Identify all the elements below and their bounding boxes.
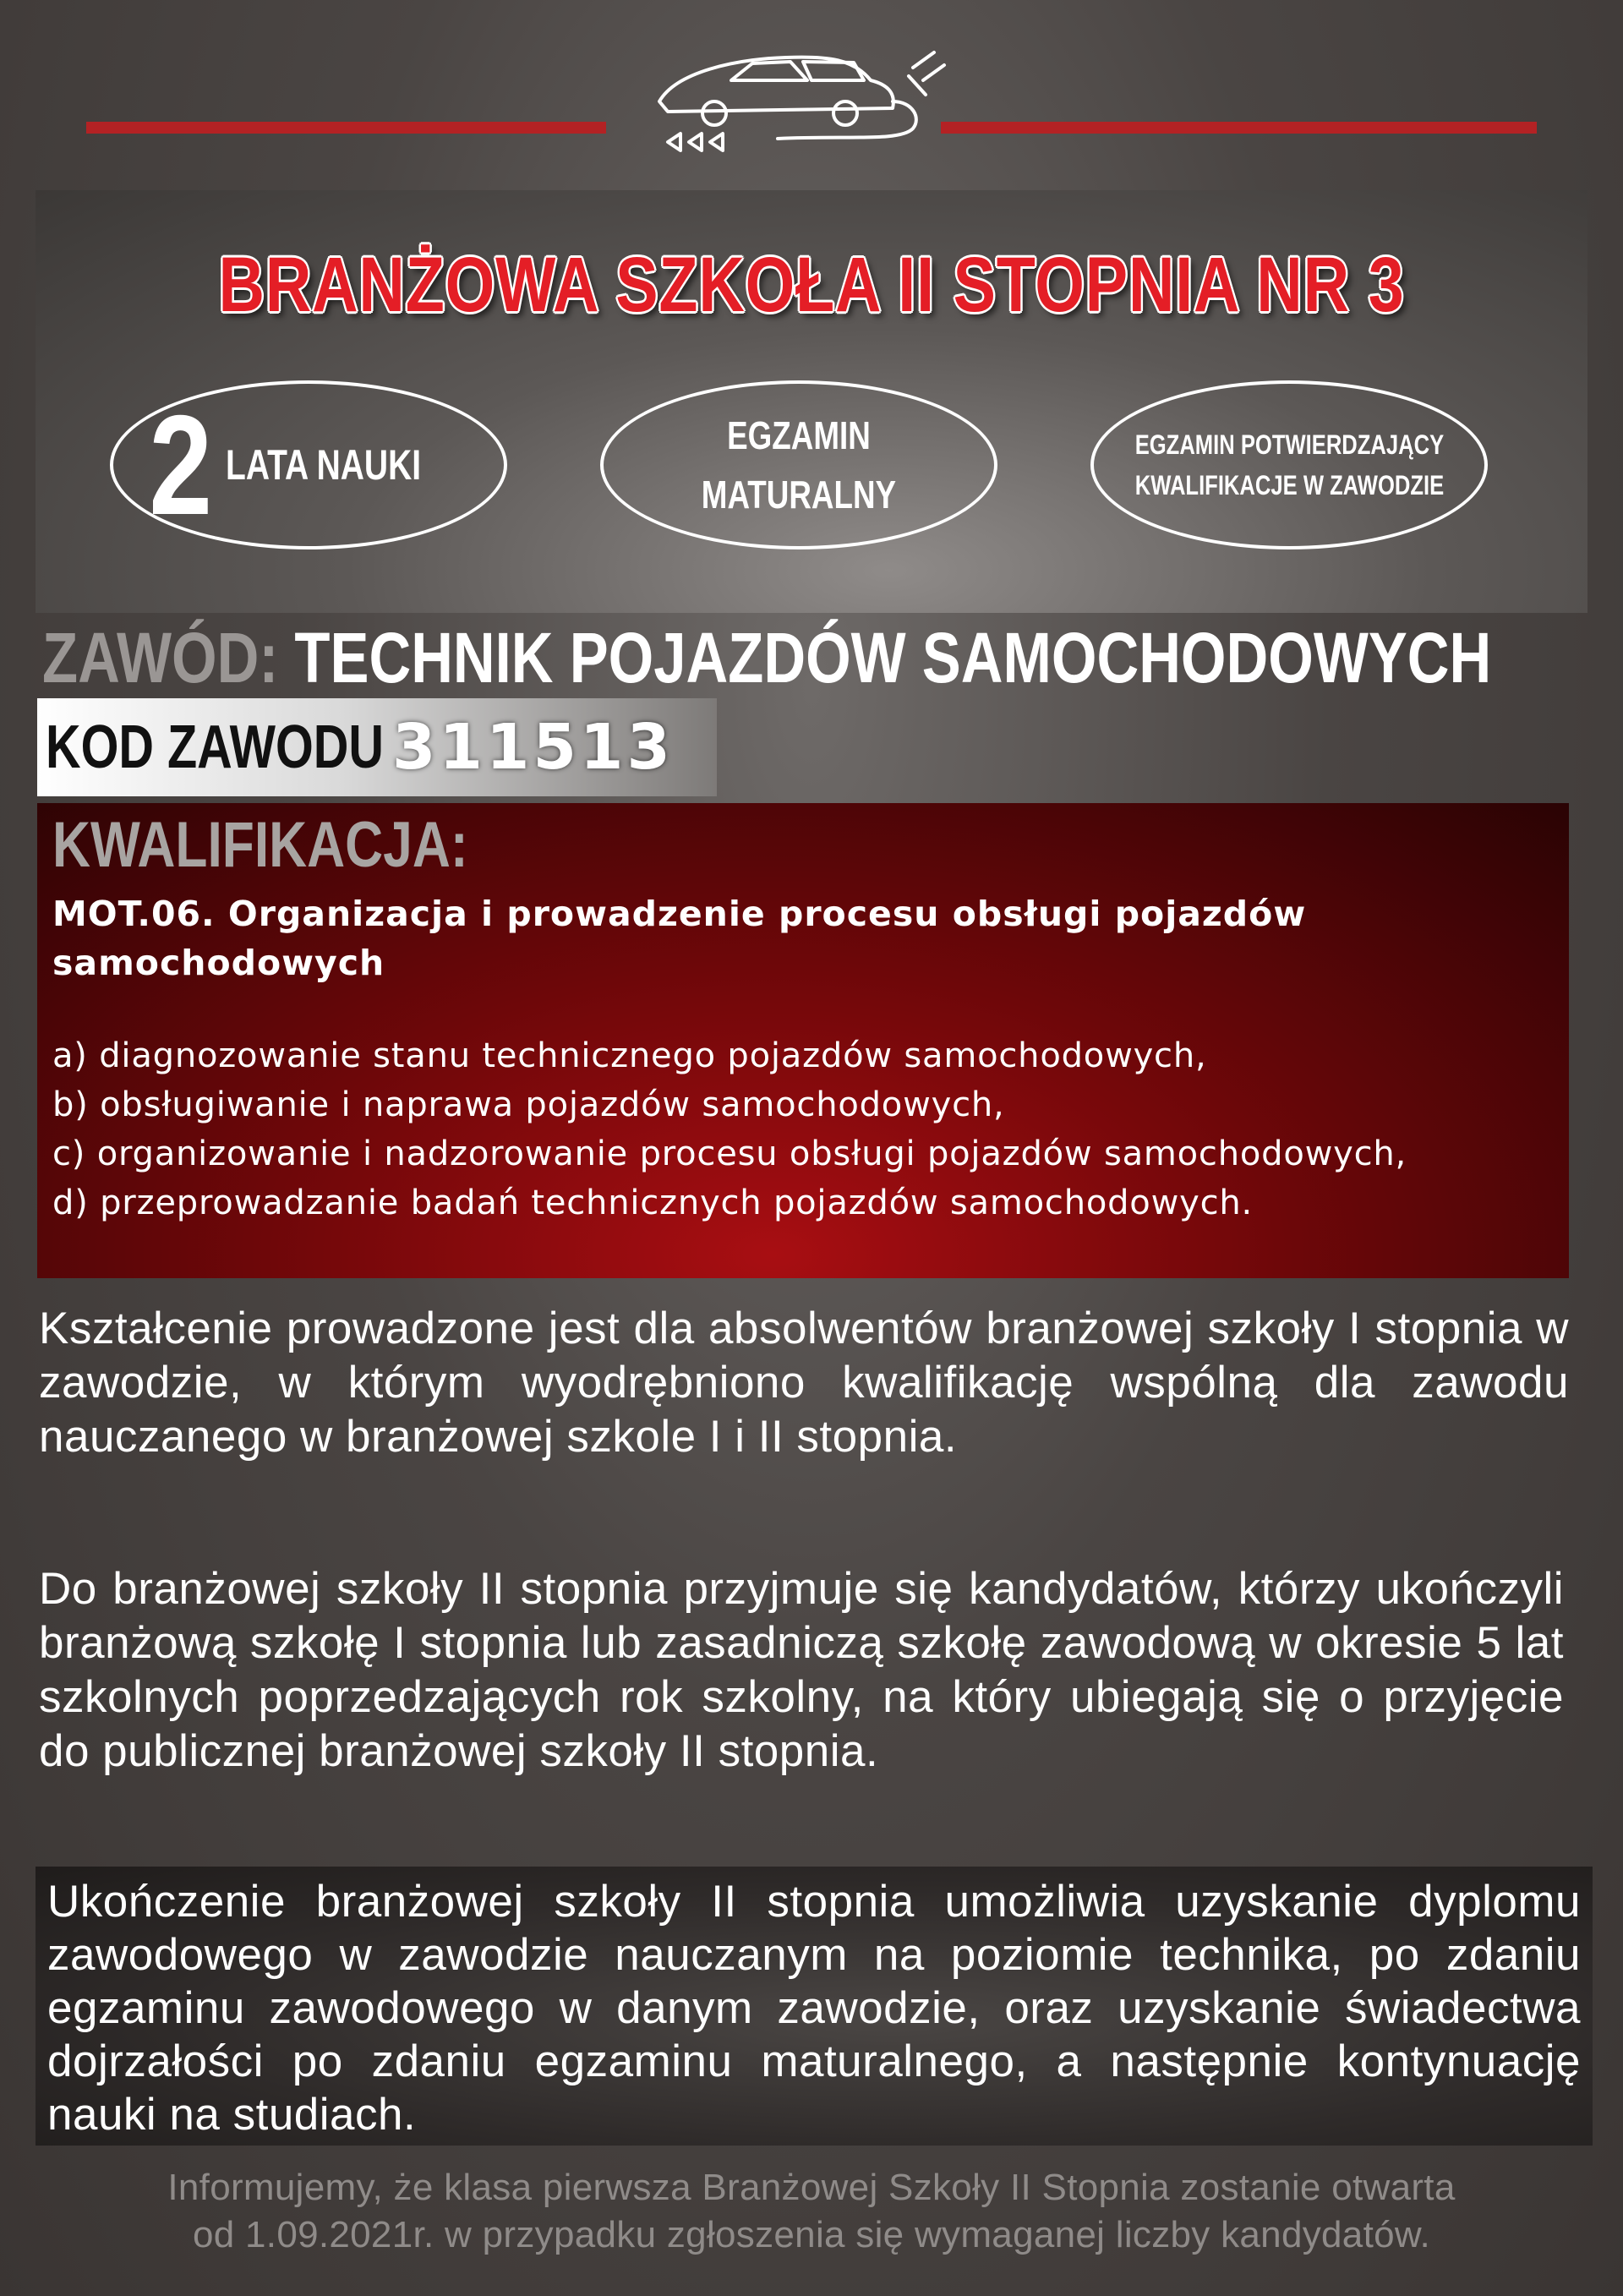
qualification-heading: MOT.06. Organizacja i prowadzenie procesu obsługi pojazdów samochodowych	[52, 894, 1307, 983]
list-item: c) organizowanie i nadzorowanie procesu obsługi pojazdów samochodowych,	[52, 1134, 1407, 1173]
paragraph-graduation: Ukończenie branżowej szkoły II stopnia umożliwia uzyskanie dyplomu zawodowego w zawodzie nauczanym na poziomie technika, po zdaniu egzaminu zawodowego w danym zawodzie, oraz uzyskanie świadectwa dojrzałości po zdaniu egzaminu maturalnego, a następnie kontynuację nauki na studiach.	[47, 1877, 1581, 2140]
header-panel	[36, 190, 1587, 613]
list-item: b) obsługiwanie i naprawa pojazdów samochodowych,	[52, 1085, 1005, 1124]
profession-label: ZAWÓD:	[42, 618, 279, 697]
qualification-list	[52, 1031, 1554, 1227]
qualification-title: KWALIFIKACJA:	[52, 809, 468, 881]
info-line-2: od 1.09.2021r. w przypadku zgłoszenia się wymaganej liczby kandydatów.	[192, 2214, 1431, 2255]
list-item: d) przeprowadzanie badań technicznych pojazdów samochodowych.	[52, 1184, 1254, 1222]
school-title: BRANŻOWA SZKOŁA II STOPNIA NR 3	[218, 242, 1405, 328]
oval-matura-exam	[600, 380, 997, 549]
years-number: 2	[149, 385, 213, 544]
code-label: KOD ZAWODU	[46, 713, 384, 781]
years-label: LATA NAUKI	[225, 441, 421, 489]
top-red-line-right	[941, 122, 1537, 134]
oval-qualification-exam	[1090, 380, 1488, 549]
profession-row	[42, 617, 1491, 699]
paragraph-education: Kształcenie prowadzone jest dla absolwentów branżowej szkoły I stopnia w zawodzie, w którym wyodrębniono kwalifikację wspólną dla zawodu nauczanego w branżowej szkole I i II stopnia.	[39, 1304, 1569, 1462]
qualification-exam-label: EGZAMIN POTWIERDZAJĄCY KWALIFIKACJE W ZAWODZIE	[1134, 429, 1444, 500]
code-value: 311513	[392, 711, 674, 784]
profession-code-box	[37, 698, 717, 796]
profession-name: TECHNIK POJAZDÓW SAMOCHODOWYCH	[294, 618, 1492, 697]
car-plug-logo-icon	[642, 34, 964, 152]
graduation-box	[36, 1867, 1593, 2146]
qualification-box	[37, 803, 1569, 1278]
info-line-1: Informujemy, że klasa pierwsza Branżowej Szkoły II Stopnia zostanie otwarta	[167, 2167, 1456, 2208]
top-red-line-left	[86, 122, 606, 134]
paragraph-admission: Do branżowej szkoły II stopnia przyjmuje się kandydatów, którzy ukończyli branżową szkołę I stopnia lub zasadniczą szkołę zawodową w okresie 5 lat szkolnych poprzedzających rok szkolny, na który ubiegają się o przyjęcie do publicznej branżowej szkoły II stopnia.	[39, 1564, 1564, 1776]
list-item: a) diagnozowanie stanu technicznego pojazdów samochodowych,	[52, 1036, 1207, 1075]
info-note	[0, 2164, 1623, 2259]
matura-exam-label: EGZAMIN MATURALNY	[701, 413, 897, 517]
oval-years	[110, 380, 507, 549]
